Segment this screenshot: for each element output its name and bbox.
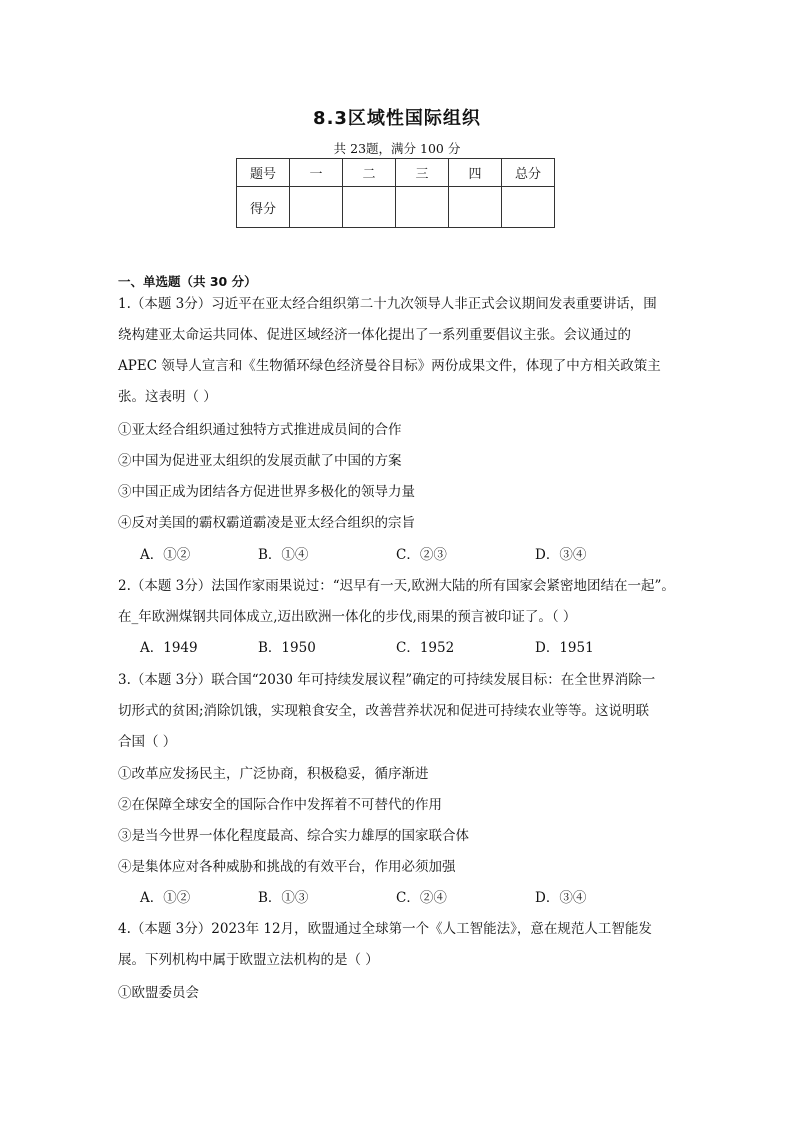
answer-option: B．1950 (258, 640, 316, 656)
question-3-line: 3.（本题 3分）联合国“2030 年可持续发展议程”确定的可持续发展目标：在全世界消除一 (118, 672, 656, 688)
score-header-cell: 三 (396, 159, 449, 187)
score-cell (290, 187, 343, 228)
score-header-cell: 二 (343, 159, 396, 187)
answer-option: C．1952 (396, 640, 455, 656)
question-4-line: 展。下列机构中属于欧盟立法机构的是（ ） (118, 952, 379, 968)
answer-option: A．1949 (140, 640, 198, 656)
question-3-statement: ②在保障全球安全的国际合作中发挥着不可替代的作用 (118, 797, 442, 813)
score-header-cell: 一 (290, 159, 343, 187)
answer-option: A．①② (140, 547, 191, 563)
question-1-statement: ②中国为促进亚太组织的发展贡献了中国的方案 (118, 453, 402, 469)
score-cell (396, 187, 449, 228)
score-header-cell: 四 (449, 159, 502, 187)
score-cell (502, 187, 555, 228)
question-4-statement: ①欧盟委员会 (118, 985, 199, 1001)
question-1-statement: ①亚太经合组织通过独特方式推进成员间的合作 (118, 422, 402, 438)
page-title: 8.3区域性国际组织 (313, 108, 481, 129)
question-3-line: 合国（ ） (118, 734, 177, 750)
answer-option: B．①③ (258, 890, 309, 906)
question-2-line: 在_年欧洲煤钢共同体成立,迈出欧洲一体化的步伐,雨果的预言被印证了。（ ） (118, 609, 577, 625)
score-row-label: 得分 (237, 187, 290, 228)
answer-option: D．③④ (535, 890, 587, 906)
question-4-line: 4.（本题 3分）2023年 12月，欧盟通过全球第一个《人工智能法》，意在规范人工智能发 (118, 921, 652, 937)
question-1-statement: ④反对美国的霸权霸道霸凌是亚太经合组织的宗旨 (118, 515, 415, 531)
answer-option: C．②③ (396, 547, 447, 563)
answer-option: A．①② (140, 890, 191, 906)
question-3-statement: ③是当今世界一体化程度最高、综合实力雄厚的国家联合体 (118, 828, 469, 844)
score-table-score-row (237, 187, 555, 228)
question-1-line: 1.（本题 3分）习近平在亚太经合组织第二十九次领导人非正式会议期间发表重要讲话，围 (118, 296, 657, 312)
question-1-statement: ③中国正成为团结各方促进世界多极化的领导力量 (118, 484, 415, 500)
answer-option: C．②④ (396, 890, 447, 906)
question-1-line: 张。这表明（ ） (118, 389, 217, 405)
question-1-line: 绕构建亚太命运共同体、促进区域经济一体化提出了一系列重要倡议主张。会议通过的 (118, 327, 631, 343)
answer-option: D．1951 (535, 640, 594, 656)
section-heading: 一、单选题（共 30 分） (118, 274, 257, 289)
score-cell (449, 187, 502, 228)
question-3-line: 切形式的贫困;消除饥饿，实现粮食安全，改善营养状况和促进可持续农业等等。这说明联 (118, 703, 650, 719)
score-cell (343, 187, 396, 228)
score-table (236, 158, 555, 228)
score-table-header-row (237, 159, 555, 187)
answer-option: D．③④ (535, 547, 587, 563)
question-2-line: 2.（本题 3分）法国作家雨果说过：“迟早有一天,欧洲大陆的所有国家会紧密地团结在一起”。 (118, 578, 675, 594)
answer-option: B．①④ (258, 547, 309, 563)
page-subtitle: 共 23题，满分 100 分 (333, 141, 461, 156)
question-3-statement: ①改革应发扬民主，广泛协商，积极稳妥，循序渐进 (118, 766, 429, 782)
question-3-statement: ④是集体应对各种威胁和挑战的有效平台，作用必须加强 (118, 859, 456, 875)
score-header-cell: 总分 (502, 159, 555, 187)
question-1-line: APEC 领导人宣言和《生物循环绿色经济曼谷目标》两份成果文件，体现了中方相关政策主 (118, 358, 661, 374)
score-header-cell: 题号 (237, 159, 290, 187)
